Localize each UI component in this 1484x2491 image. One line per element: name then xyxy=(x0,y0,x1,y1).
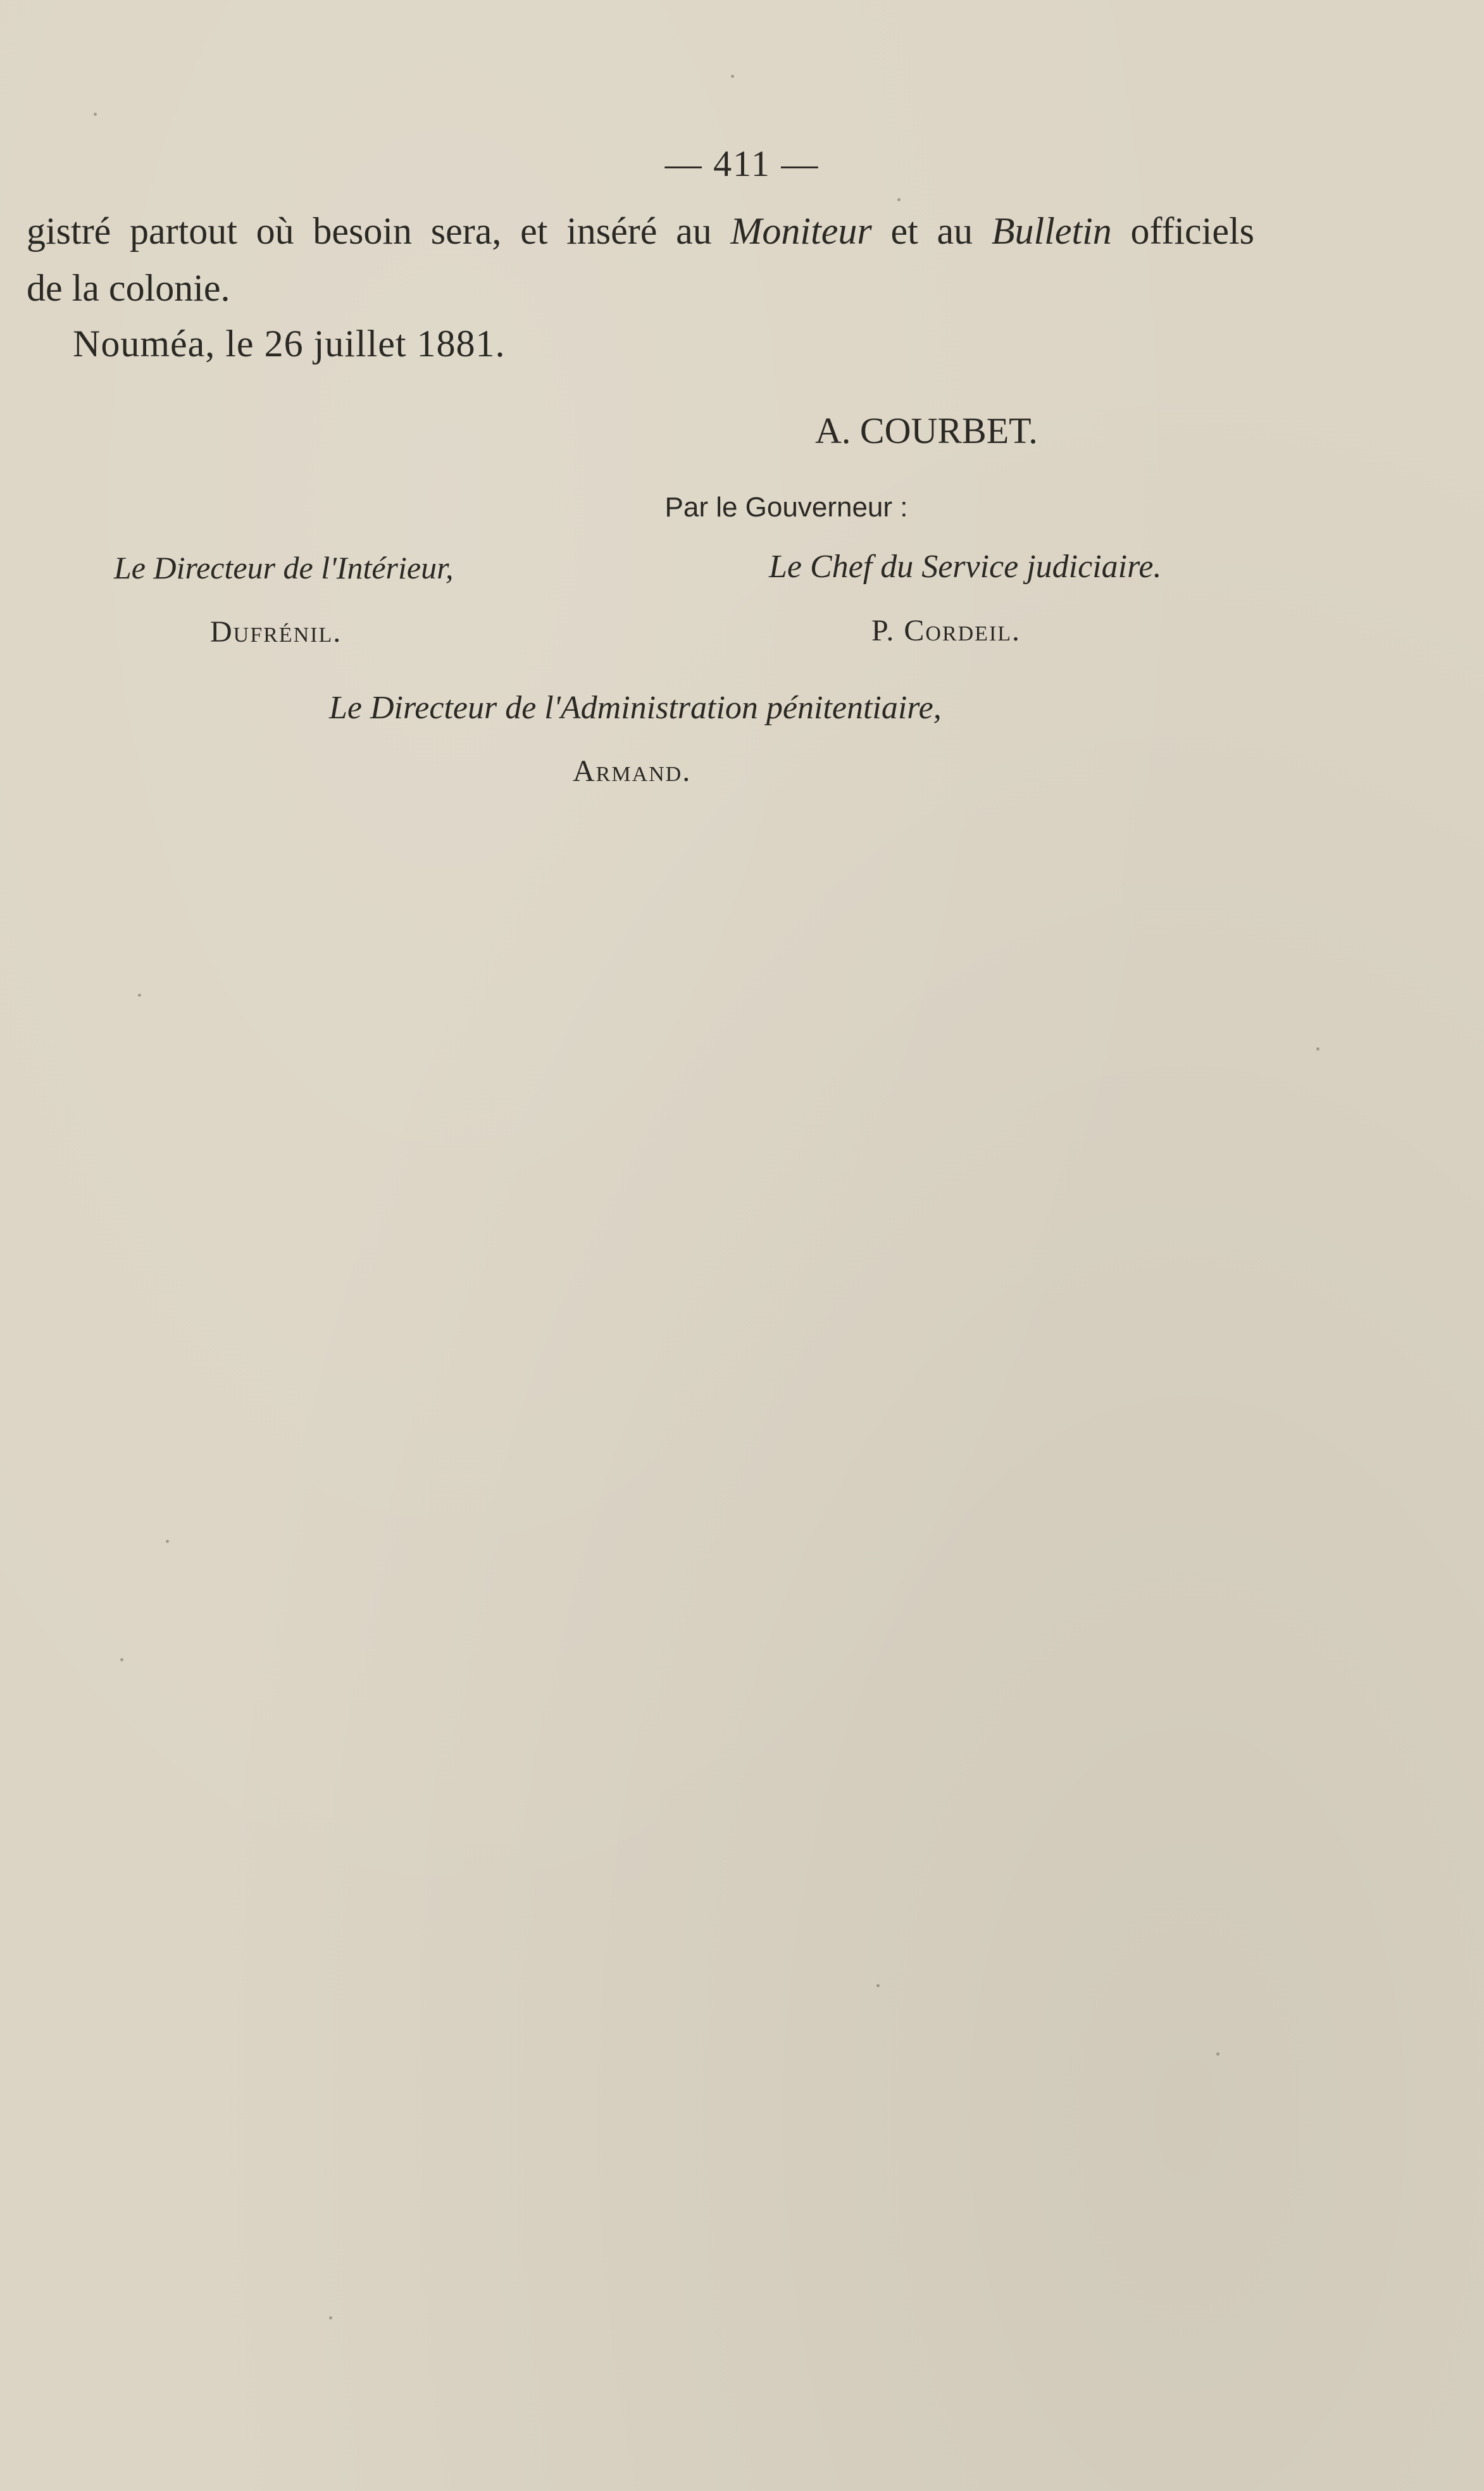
body-text-segment: gistré partout où besoin sera, et inséré au xyxy=(27,210,731,252)
paper-speck xyxy=(1216,2052,1219,2056)
paper-speck xyxy=(876,1984,880,1987)
paper-speck xyxy=(166,1540,169,1543)
body-text-segment: officiels xyxy=(1111,210,1255,252)
paper-speck xyxy=(1316,1047,1319,1051)
paper-speck xyxy=(94,113,97,116)
body-text-line-1 xyxy=(27,212,1254,250)
governor-signature: A. COURBET. xyxy=(815,410,1038,451)
moniteur-title: Moniteur xyxy=(730,210,872,252)
paper-speck xyxy=(120,1658,123,1661)
page-number: — 411 — xyxy=(664,143,820,184)
penitentiary-director-title: Le Directeur de l'Administration pénitentiaire, xyxy=(329,690,942,726)
judicial-chief-name: P. Cordeil. xyxy=(871,614,1021,647)
paper-speck xyxy=(138,994,141,997)
body-text-segment: et au xyxy=(871,210,992,252)
bulletin-title: Bulletin xyxy=(991,210,1112,252)
dateline: Nouméa, le 26 juillet 1881. xyxy=(73,323,506,365)
judicial-chief-title: Le Chef du Service judiciaire. xyxy=(769,549,1162,585)
body-text-line-2: de la colonie. xyxy=(27,267,230,309)
interior-director-title: Le Directeur de l'Intérieur, xyxy=(114,550,454,585)
paper-speck xyxy=(731,75,734,78)
interior-director-name: Dufrénil. xyxy=(210,615,342,649)
paper-speck xyxy=(897,198,901,201)
par-le-gouverneur: Par le Gouverneur : xyxy=(664,492,908,523)
paper-speck xyxy=(329,2316,332,2319)
penitentiary-director-name: Armand. xyxy=(573,754,692,788)
